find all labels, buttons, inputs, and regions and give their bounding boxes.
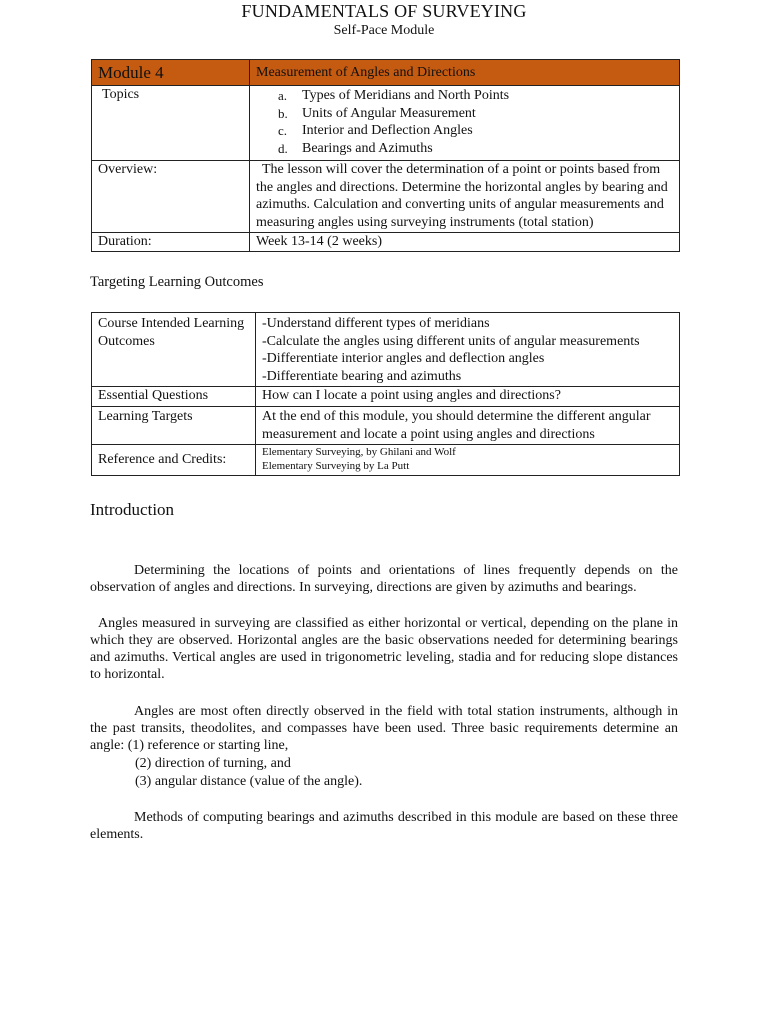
topics-label: Topics xyxy=(92,86,250,161)
list-item xyxy=(256,140,673,158)
list-marker: a. xyxy=(278,88,288,103)
outcomes-heading: Targeting Learning Outcomes xyxy=(90,274,264,290)
reference-cell xyxy=(256,445,680,476)
cilo-item: -Differentiate bearing and azimuths xyxy=(262,368,462,384)
cilo-label: Course Intended Learning Outcomes xyxy=(92,313,256,387)
intro-paragraph-3: Angles are most often directly observed in the field with total station instruments, although in the past transits, theodolites, and compasses have been used. Three basic requirements determine an angle: (1) reference or starting line, xyxy=(90,704,678,753)
topic-text: Units of Angular Measurement xyxy=(302,105,476,121)
duration-value: Week 13-14 (2 weeks) xyxy=(250,233,680,252)
requirement-item-3: (3) angular distance (value of the angle). xyxy=(135,774,363,789)
intro-paragraph-2: Angles measured in surveying are classified as either horizontal or vertical, depending on the plane in which they are observed. Horizontal angles are the basic observations needed for determining bearings and azimuths. Vertical angles are used in trigonometric leveling, stadia and for reducing slope distances to horizontal. xyxy=(90,616,678,682)
reference-row xyxy=(92,445,680,476)
essential-row xyxy=(92,387,680,407)
requirement-item-2: (2) direction of turning, and xyxy=(135,756,291,771)
list-marker: d. xyxy=(278,140,288,156)
topic-text: Bearings and Azimuths xyxy=(302,140,433,156)
overview-text: The lesson will cover the determination of a point or points based from the angles and directions. Determine the horizontal angles by bearing and azimuths. Calculation and converting units of angular measurements and measuring angles using surveying instruments (total station) xyxy=(250,161,680,233)
list-item xyxy=(256,87,673,105)
cilo-item: -Calculate the angles using different units of angular measurements xyxy=(262,333,640,349)
introduction-heading: Introduction xyxy=(90,500,175,519)
module-header-row xyxy=(92,60,680,86)
list-item xyxy=(256,105,673,123)
module-label: Module 4 xyxy=(92,60,250,86)
cilo-item: -Differentiate interior angles and deflection angles xyxy=(262,351,545,366)
topics-row xyxy=(92,86,680,161)
reference-item: Elementary Surveying by La Putt xyxy=(262,460,410,472)
duration-row xyxy=(92,233,680,252)
list-marker: b. xyxy=(278,105,288,121)
outcomes-table xyxy=(91,312,680,476)
overview-row xyxy=(92,161,680,233)
intro-paragraph-1: Determining the locations of points and orientations of lines frequently depends on the observation of angles and directions. In surveying, directions are given by azimuths and bearings. xyxy=(90,563,678,595)
cilo-item: -Understand different types of meridians xyxy=(262,316,490,331)
targets-row xyxy=(92,407,680,445)
duration-label: Duration: xyxy=(92,233,250,252)
document-title: FUNDAMENTALS OF SURVEYING xyxy=(241,1,527,21)
list-marker: c. xyxy=(278,123,288,138)
module-title: Measurement of Angles and Directions xyxy=(250,60,680,86)
topics-list xyxy=(256,87,673,157)
essential-label: Essential Questions xyxy=(92,387,256,407)
module-info-table xyxy=(91,59,680,252)
intro-paragraph-4: Methods of computing bearings and azimuths described in this module are based on these three elements. xyxy=(90,810,678,842)
targets-label: Learning Targets xyxy=(92,407,256,445)
cilo-row xyxy=(92,313,680,387)
reference-label: Reference and Credits: xyxy=(92,445,256,476)
essential-value: How can I locate a point using angles and directions? xyxy=(256,387,680,407)
topics-cell xyxy=(250,86,680,161)
topic-text: Interior and Deflection Angles xyxy=(302,123,473,138)
topic-text: Types of Meridians and North Points xyxy=(302,88,510,103)
cilo-cell xyxy=(256,313,680,387)
reference-item: Elementary Surveying, by Ghilani and Wolf xyxy=(262,446,456,458)
list-item xyxy=(256,122,673,140)
document-subtitle: Self-Pace Module xyxy=(333,23,435,38)
overview-label: Overview: xyxy=(92,161,250,233)
targets-value: At the end of this module, you should determine the different angular measurement and locate a point using angles and directions xyxy=(256,407,680,445)
